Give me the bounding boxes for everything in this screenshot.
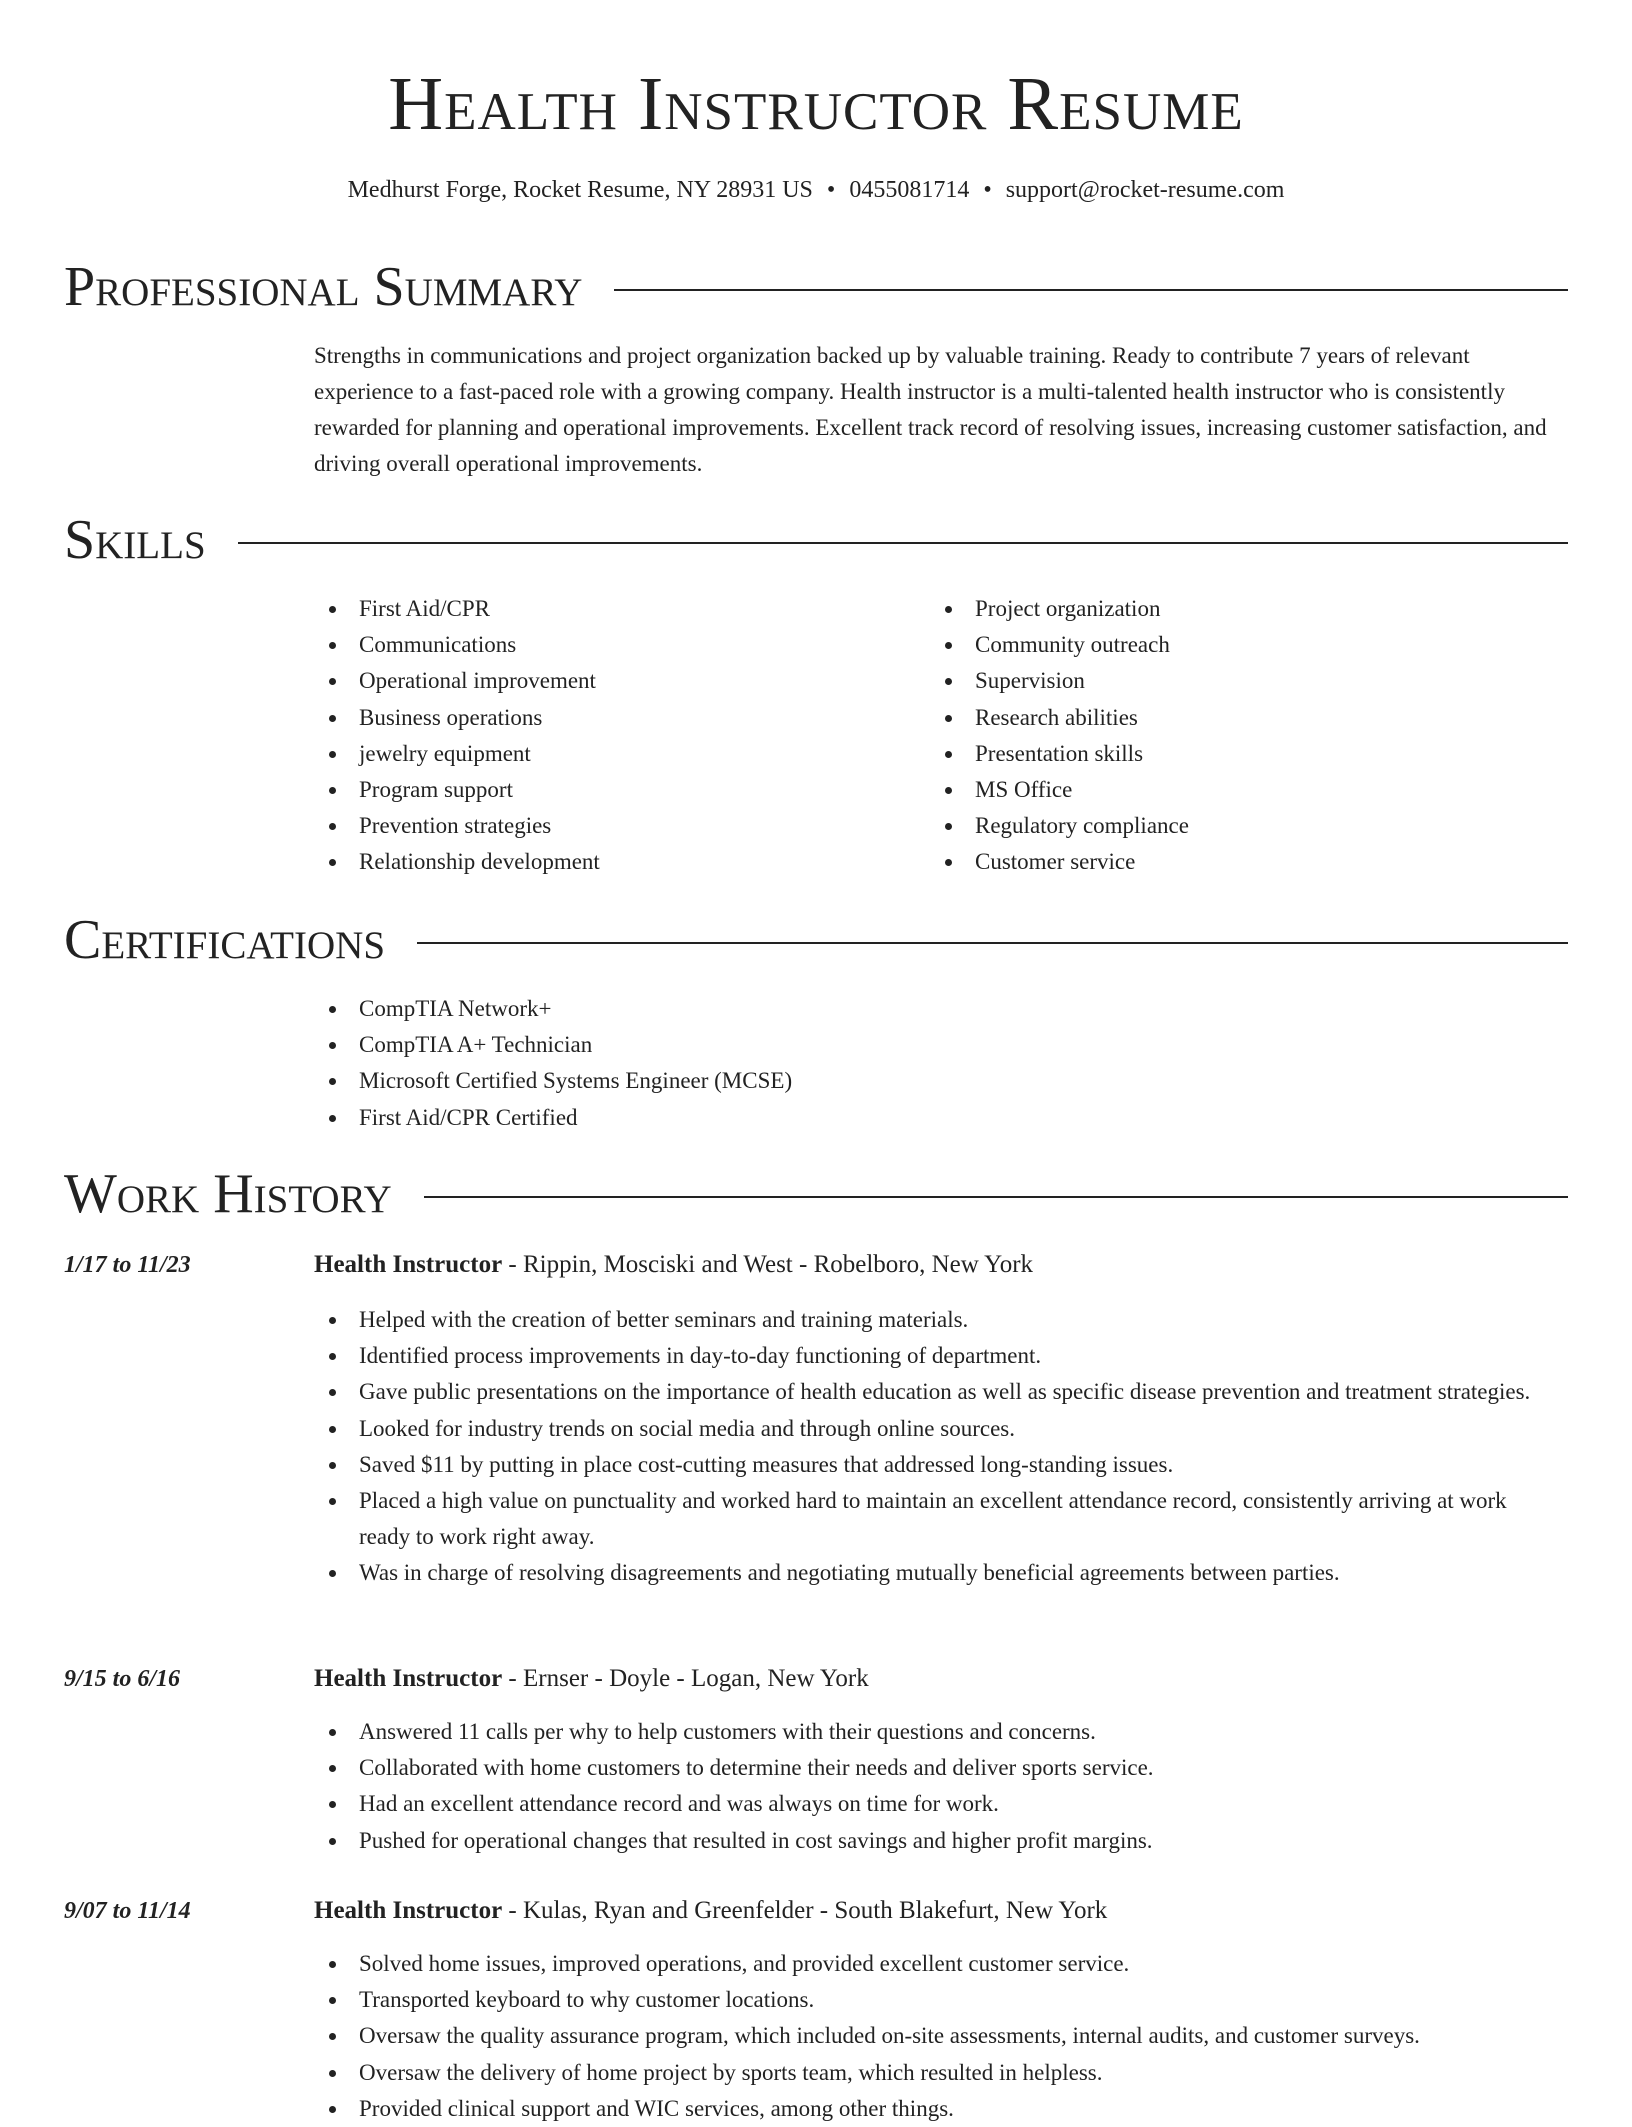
work-history-section-header: [64, 1162, 1568, 1226]
skill-item: Research abilities: [930, 700, 1530, 736]
certifications-section-header: [64, 908, 1568, 972]
job-bullet: Helped with the creation of better seminars and training materials.: [314, 1302, 1554, 1338]
skill-item: Supervision: [930, 663, 1530, 699]
summary-text: Strengths in communications and project organization backed up by valuable training. Ready to contribute 7 years of relevant experience to a fast-paced role with a growing company. Health instructor is a multi-talented health instructor who is consistently rewarded for planning and operational improvements. Excellent track record of resolving issues, increasing customer satisfaction, and driving overall operational improvements.: [314, 343, 1547, 476]
skill-item: Presentation skills: [930, 736, 1530, 772]
contact-separator: •: [826, 177, 836, 203]
certifications-list: [314, 991, 1550, 1136]
job-bullet: Oversaw the quality assurance program, which included on-site assessments, internal audits, and customer surveys.: [314, 2018, 1554, 2054]
skill-item: Communications: [314, 627, 914, 663]
job-bullet: Identified process improvements in day-to-day functioning of department.: [314, 1338, 1554, 1374]
job-title: Health Instructor: [314, 1251, 503, 1278]
contact-phone: 0455081714: [849, 177, 970, 203]
job-bullet: Saved $11 by putting in place cost-cutting measures that addressed long-standing issues.: [314, 1447, 1554, 1483]
section-divider: [614, 289, 1568, 291]
job-bullet: Provided clinical support and WIC services, among other things.: [314, 2091, 1554, 2127]
skill-item: Program support: [314, 772, 914, 808]
job-dates: 1/17 to 11/23: [64, 1252, 191, 1278]
skill-item: Project organization: [930, 591, 1530, 627]
skill-item: Community outreach: [930, 627, 1530, 663]
contact-address: Medhurst Forge, Rocket Resume, NY 28931 US: [347, 177, 813, 203]
certification-item: CompTIA A+ Technician: [314, 1027, 1550, 1063]
job-heading: [314, 1895, 1564, 1927]
certifications-heading: Certifications: [64, 909, 386, 971]
certification-item: Microsoft Certified Systems Engineer (MCSE): [314, 1063, 1550, 1099]
section-divider: [417, 942, 1568, 944]
job-dates: 9/15 to 6/16: [64, 1666, 181, 1692]
certification-item: CompTIA Network+: [314, 991, 1550, 1027]
job-company: - Rippin, Mosciski and West - Robelboro, New York: [502, 1251, 1034, 1278]
skills-list-right: [930, 591, 1530, 881]
summary-heading: Professional Summary: [64, 256, 583, 318]
work-history-heading: Work History: [64, 1163, 392, 1225]
skill-item: MS Office: [930, 772, 1530, 808]
skill-item: Regulatory compliance: [930, 808, 1530, 844]
skill-item: jewelry equipment: [314, 736, 914, 772]
skills-section-header: [64, 508, 1568, 572]
job-bullet: Pushed for operational changes that resulted in cost savings and higher profit margins.: [314, 1823, 1554, 1859]
job-title: Health Instructor: [314, 1665, 503, 1692]
skill-item: Business operations: [314, 700, 914, 736]
skill-item: First Aid/CPR: [314, 591, 914, 627]
skills-heading: Skills: [64, 509, 206, 571]
job-bullet: Looked for industry trends on social media and through online sources.: [314, 1411, 1554, 1447]
job-bullets: [314, 1714, 1554, 1859]
job-dates: 9/07 to 11/14: [64, 1898, 191, 1924]
job-company: - Ernser - Doyle - Logan, New York: [502, 1665, 869, 1692]
job-bullet: Solved home issues, improved operations, and provided excellent customer service.: [314, 1946, 1554, 1982]
section-divider: [238, 542, 1568, 544]
resume-title: Health Instructor Resume: [388, 62, 1244, 146]
job-bullet: Was in charge of resolving disagreements and negotiating mutually beneficial agreements between parties.: [314, 1555, 1554, 1591]
job-heading: [314, 1249, 1564, 1281]
job-bullet: Collaborated with home customers to determine their needs and deliver sports service.: [314, 1750, 1554, 1786]
job-bullet: Oversaw the delivery of home project by sports team, which resulted in helpless.: [314, 2055, 1554, 2091]
job-heading: [314, 1663, 1564, 1695]
contact-separator: •: [983, 177, 992, 203]
job-bullet: Placed a high value on punctuality and worked hard to maintain an excellent attendance record, consistently arriving at work ready to work right away.: [314, 1483, 1554, 1555]
job-bullets: [314, 1946, 1554, 2127]
job-title: Health Instructor: [314, 1897, 503, 1924]
job-bullet: Answered 11 calls per why to help customers with their questions and concerns.: [314, 1714, 1554, 1750]
skill-item: Operational improvement: [314, 663, 914, 699]
contact-email: support@rocket-resume.com: [1005, 177, 1285, 203]
skill-item: Customer service: [930, 844, 1530, 880]
contact-line: [0, 174, 1632, 206]
job-bullet: Gave public presentations on the importance of health education as well as specific disease prevention and treatment strategies.: [314, 1374, 1554, 1410]
summary-section-header: [64, 255, 1568, 319]
skill-item: Relationship development: [314, 844, 914, 880]
job-bullet: Transported keyboard to why customer locations.: [314, 1982, 1554, 2018]
job-company: - Kulas, Ryan and Greenfelder - South Blakefurt, New York: [502, 1897, 1108, 1924]
skills-list-left: [314, 591, 914, 881]
job-bullets: [314, 1302, 1554, 1592]
certification-item: First Aid/CPR Certified: [314, 1100, 1550, 1136]
section-divider: [424, 1196, 1568, 1198]
skill-item: Prevention strategies: [314, 808, 914, 844]
job-bullet: Had an excellent attendance record and was always on time for work.: [314, 1786, 1554, 1822]
